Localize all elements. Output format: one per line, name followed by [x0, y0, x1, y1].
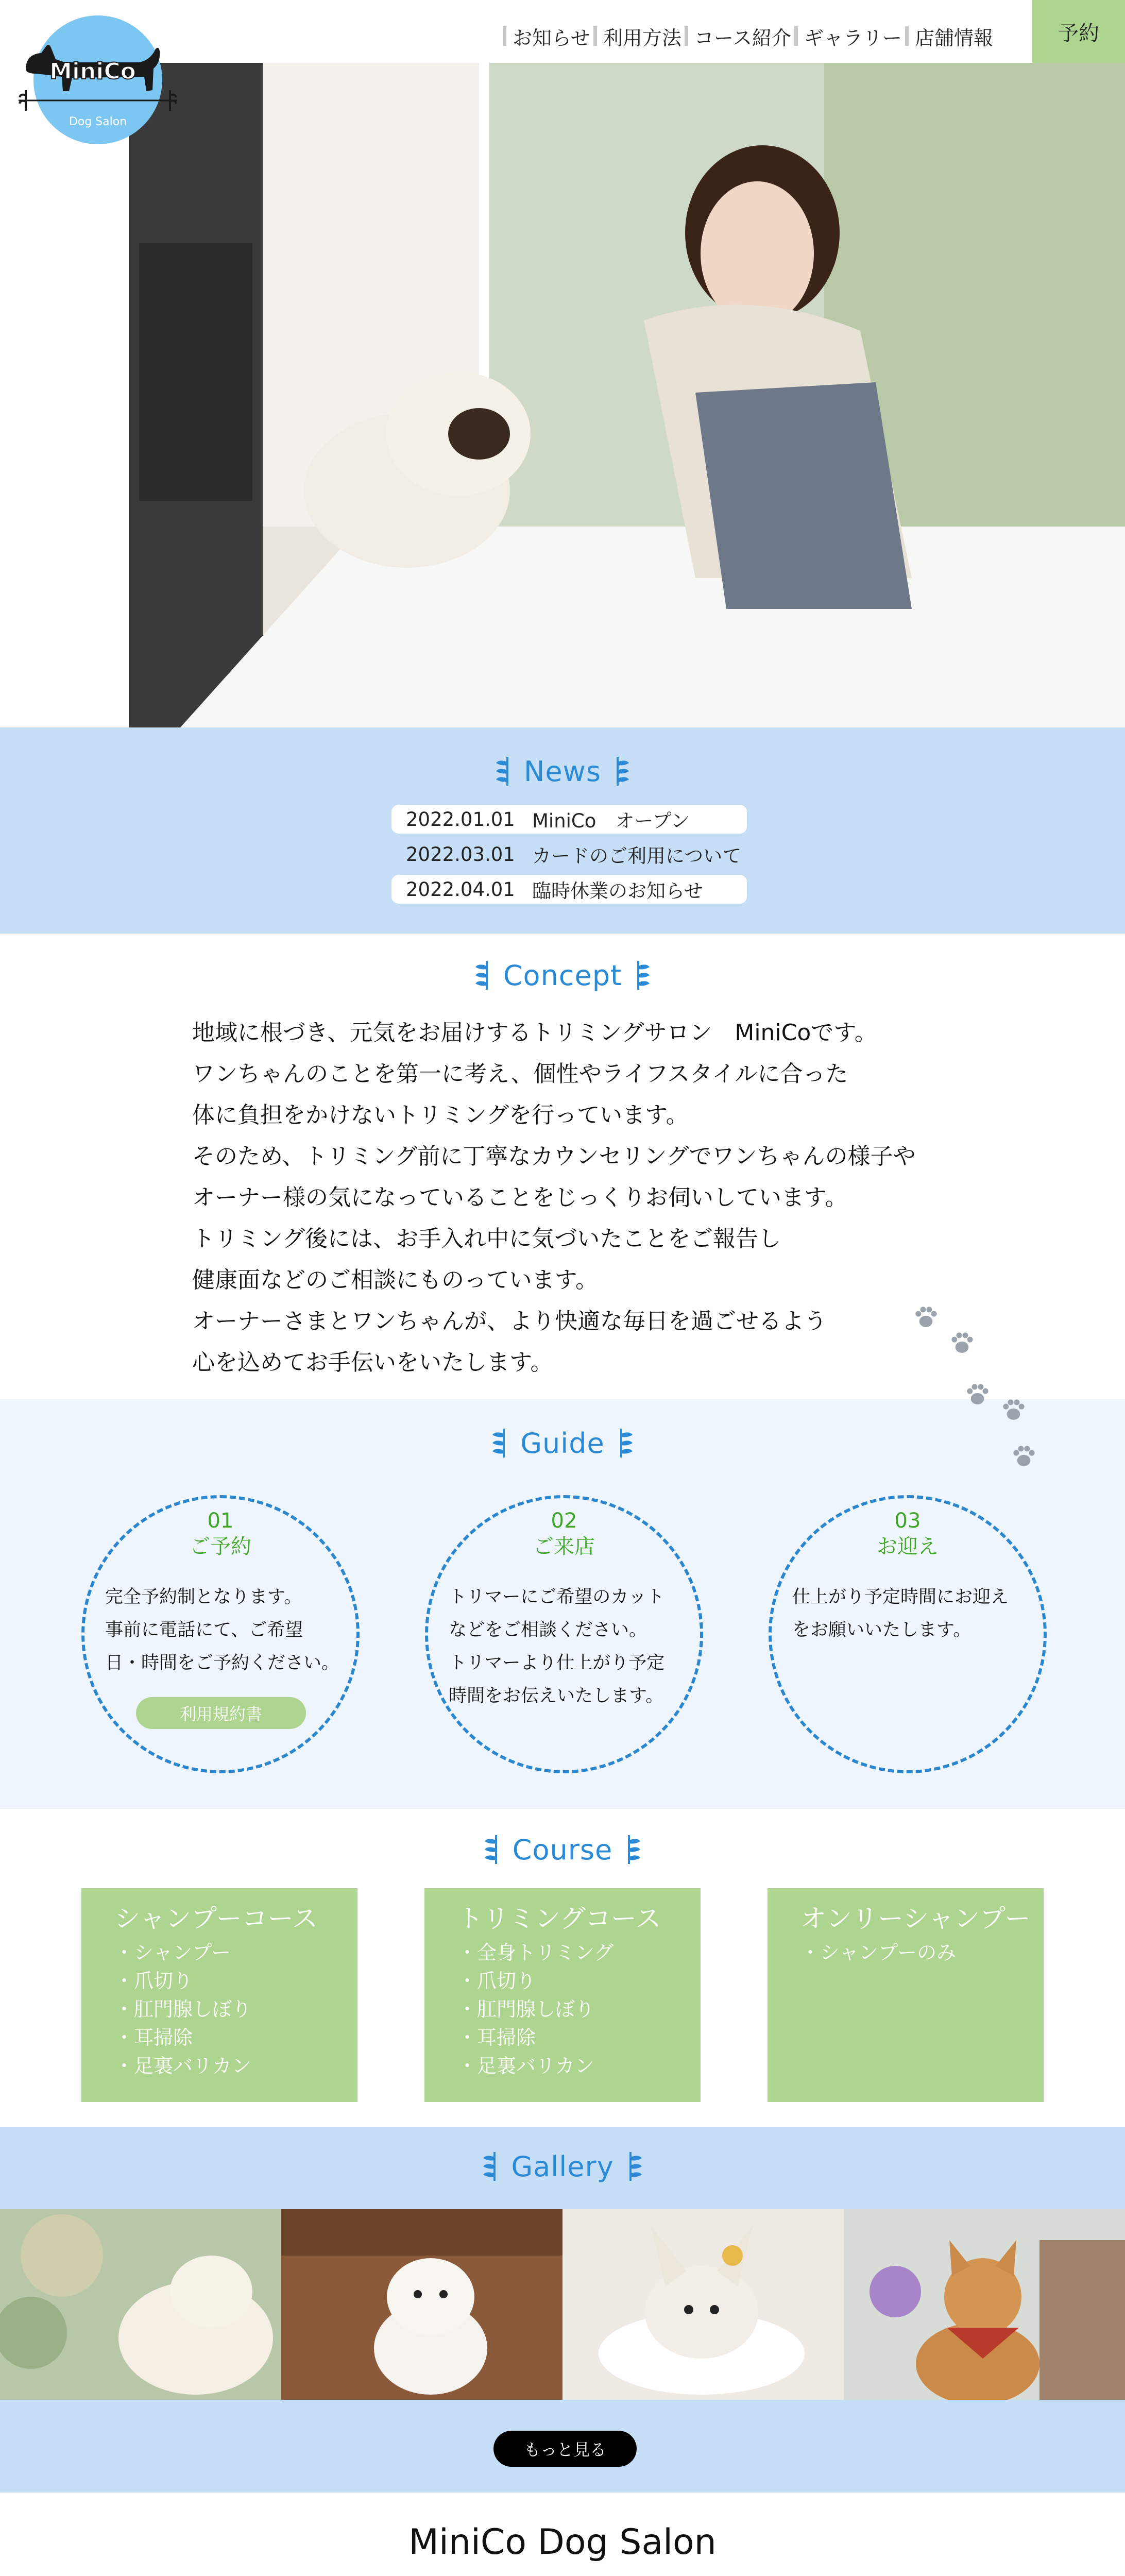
course-card-only-shampoo[interactable]: オンリーシャンプー ・シャンプーのみ	[768, 1888, 1044, 2102]
leaf-icon	[481, 1833, 506, 1866]
paw-icon	[967, 1384, 988, 1404]
more-button[interactable]: もっと見る	[493, 2431, 637, 2467]
paw-icon	[951, 1332, 973, 1352]
gallery-photo-terrier[interactable]	[562, 2209, 844, 2400]
paw-icon	[915, 1307, 936, 1327]
leaf-icon	[488, 1427, 514, 1460]
concept-text: 地域に根づき、元気をお届けするトリミングサロン MiniCoです。 ワンちゃんのことを第一に考え、個性やライフスタイルに合った 体に負担をかけないトリミングを行っています。 そのため、トリミング前に丁寧なカウンセリングでワンちゃんの様子や オーナー様の気になっていることをじっくりお伺いしています。 トリミング後には、お手入れ中に気づいたことをご報告し 健康面などのご相談にものっています。 オーナーさまとワンちゃんが、より快適な毎日を過ごせるよう 心を込めてお手伝いをいたします。	[192, 1020, 916, 1376]
gallery-section	[0, 2127, 1125, 2493]
guide-title: Guide	[0, 1420, 1125, 1466]
news-item[interactable]: 2022.03.01 カードのご利用について	[406, 843, 742, 867]
site-logo[interactable]	[15, 13, 180, 147]
news-item[interactable]: 2022.04.01 臨時休業のお知らせ	[391, 875, 747, 904]
nav-gallery[interactable]: ギャラリー	[791, 22, 902, 50]
leaf-icon	[479, 2150, 505, 2183]
paw-icon	[1013, 1446, 1034, 1466]
concept-title: Concept	[0, 952, 1125, 998]
leaf-icon	[471, 959, 497, 992]
gallery-title: Gallery	[0, 2143, 1125, 2190]
leaf-icon	[619, 1833, 644, 1866]
terms-button[interactable]: 利用規約書	[136, 1697, 306, 1729]
reserve-button[interactable]: 予約	[1032, 0, 1125, 63]
nav-news[interactable]: お知らせ	[500, 22, 590, 50]
paw-prints	[907, 1298, 1061, 1484]
nav-course[interactable]: コース紹介	[681, 22, 791, 50]
news-list	[391, 805, 747, 910]
course-card-trimming[interactable]: トリミングコース ・全身トリミング ・爪切り ・肛門腺しぼり ・耳掃除 ・足裏バリカン	[424, 1888, 701, 2102]
leaf-icon	[492, 755, 518, 788]
news-title: News	[0, 748, 1125, 794]
course-title: Course	[0, 1826, 1125, 1873]
gallery-photos	[0, 2209, 1125, 2400]
shop-name: MiniCo Dog Salon	[408, 2522, 717, 2563]
logo-text: MiniCo	[49, 58, 136, 84]
leaf-icon	[607, 755, 633, 788]
course-card-shampoo[interactable]: シャンプーコース ・シャンプー ・爪切り ・肛門腺しぼり ・耳掃除 ・足裏バリカン	[81, 1888, 357, 2102]
guide-step-3: 03 お迎え 仕上がり予定時間にお迎え をお願いいたします。	[769, 1495, 1047, 1773]
news-section	[0, 727, 1125, 934]
guide-step-2: 02 ご来店 トリマーにご希望のカット などをご相談ください。 トリマーより仕上がり予定 時間をお伝えいたします。	[425, 1495, 703, 1773]
guide-step-1: 01 ご予約 完全予約制となります。 事前に電話にて、ご希望 日・時間をご予約ください。 利用規約書	[81, 1495, 360, 1773]
gallery-photo-maltese[interactable]	[281, 2209, 562, 2400]
leaf-icon	[620, 2150, 646, 2183]
main-nav	[500, 21, 993, 52]
news-item[interactable]: 2022.01.01 MiniCo オープン	[391, 805, 747, 834]
nav-shop-info[interactable]: 店舗情報	[902, 22, 993, 50]
gallery-photo-pomeranian[interactable]	[0, 2209, 281, 2400]
leaf-icon	[611, 1427, 637, 1460]
gallery-photo-shiba[interactable]	[844, 2209, 1125, 2400]
logo-sub: Dog Salon	[69, 115, 127, 128]
hero-image	[129, 63, 1125, 727]
leaf-icon	[628, 959, 654, 992]
nav-usage[interactable]: 利用方法	[590, 22, 681, 50]
paw-icon	[1003, 1399, 1024, 1419]
